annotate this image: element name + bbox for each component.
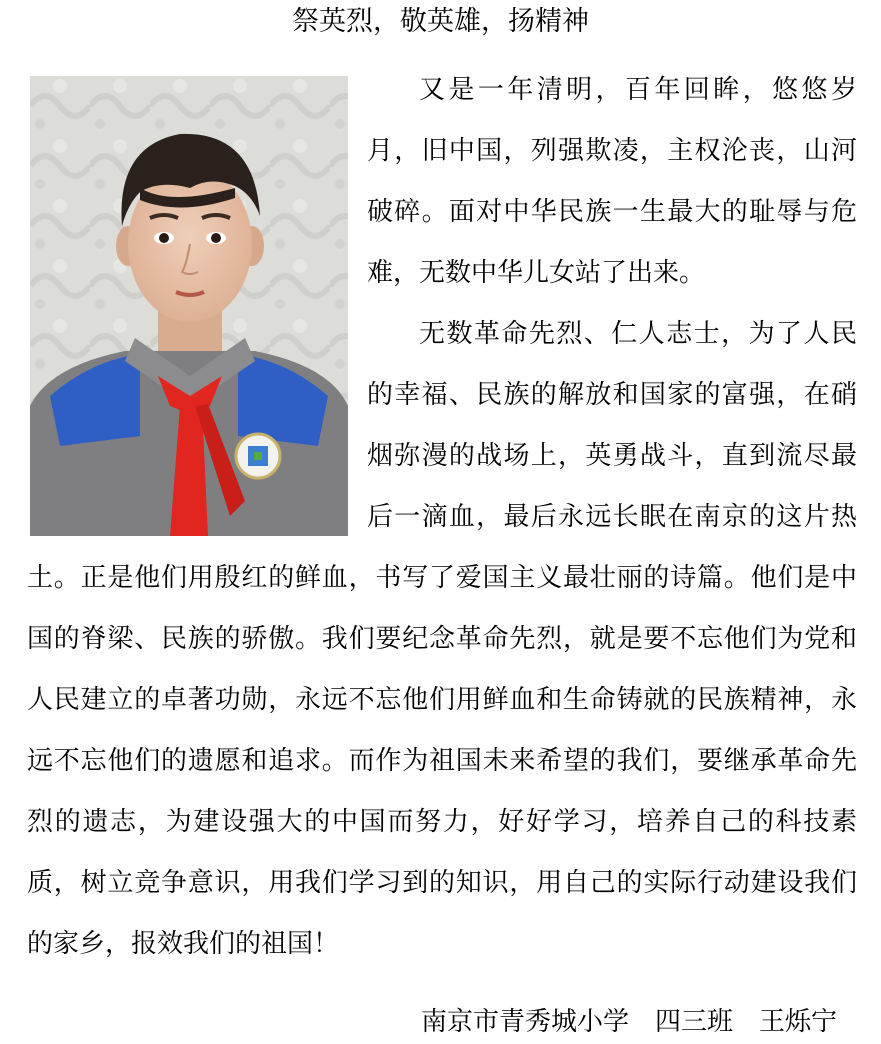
author-signature: 南京市青秀城小学 四三班 王烁宁	[420, 1007, 837, 1037]
essay-body	[27, 60, 857, 975]
photo-wrap-spacer	[27, 60, 367, 535]
paragraph-2: 无数革命先烈、仁人志士，为了人民的幸福、民族的解放和国家的富强，在硝烟弥漫的战场上，英勇战斗，直到流尽最后一滴血，最后永远长眠在南京的这片热土。正是他们用殷红的鲜血，书写了爱国主义最壮丽的诗篇。他们是中国的脊梁、民族的骄傲。我们要纪念革命先烈，就是要不忘他们为党和人民建立的卓著功勋，永远不忘他们用鲜血和生命铸就的民族精神，永远不忘他们的遗愿和追求。而作为祖国未来希望的我们，要继承革命先烈的遗志，为建设强大的中国而努力，好好学习，培养自己的科技素质，树立竞争意识，用我们学习到的知识，用自己的实际行动建设我们的家乡，报效我们的祖国！	[27, 319, 857, 959]
paragraph-1: 又是一年清明，百年回眸，悠悠岁月，旧中国，列强欺凌，主权沦丧，山河破碎。面对中华民族一生最大的耻辱与危难，无数中华儿女站了出来。	[367, 75, 857, 288]
document-title: 祭英烈，敬英雄，扬精神	[292, 6, 589, 37]
